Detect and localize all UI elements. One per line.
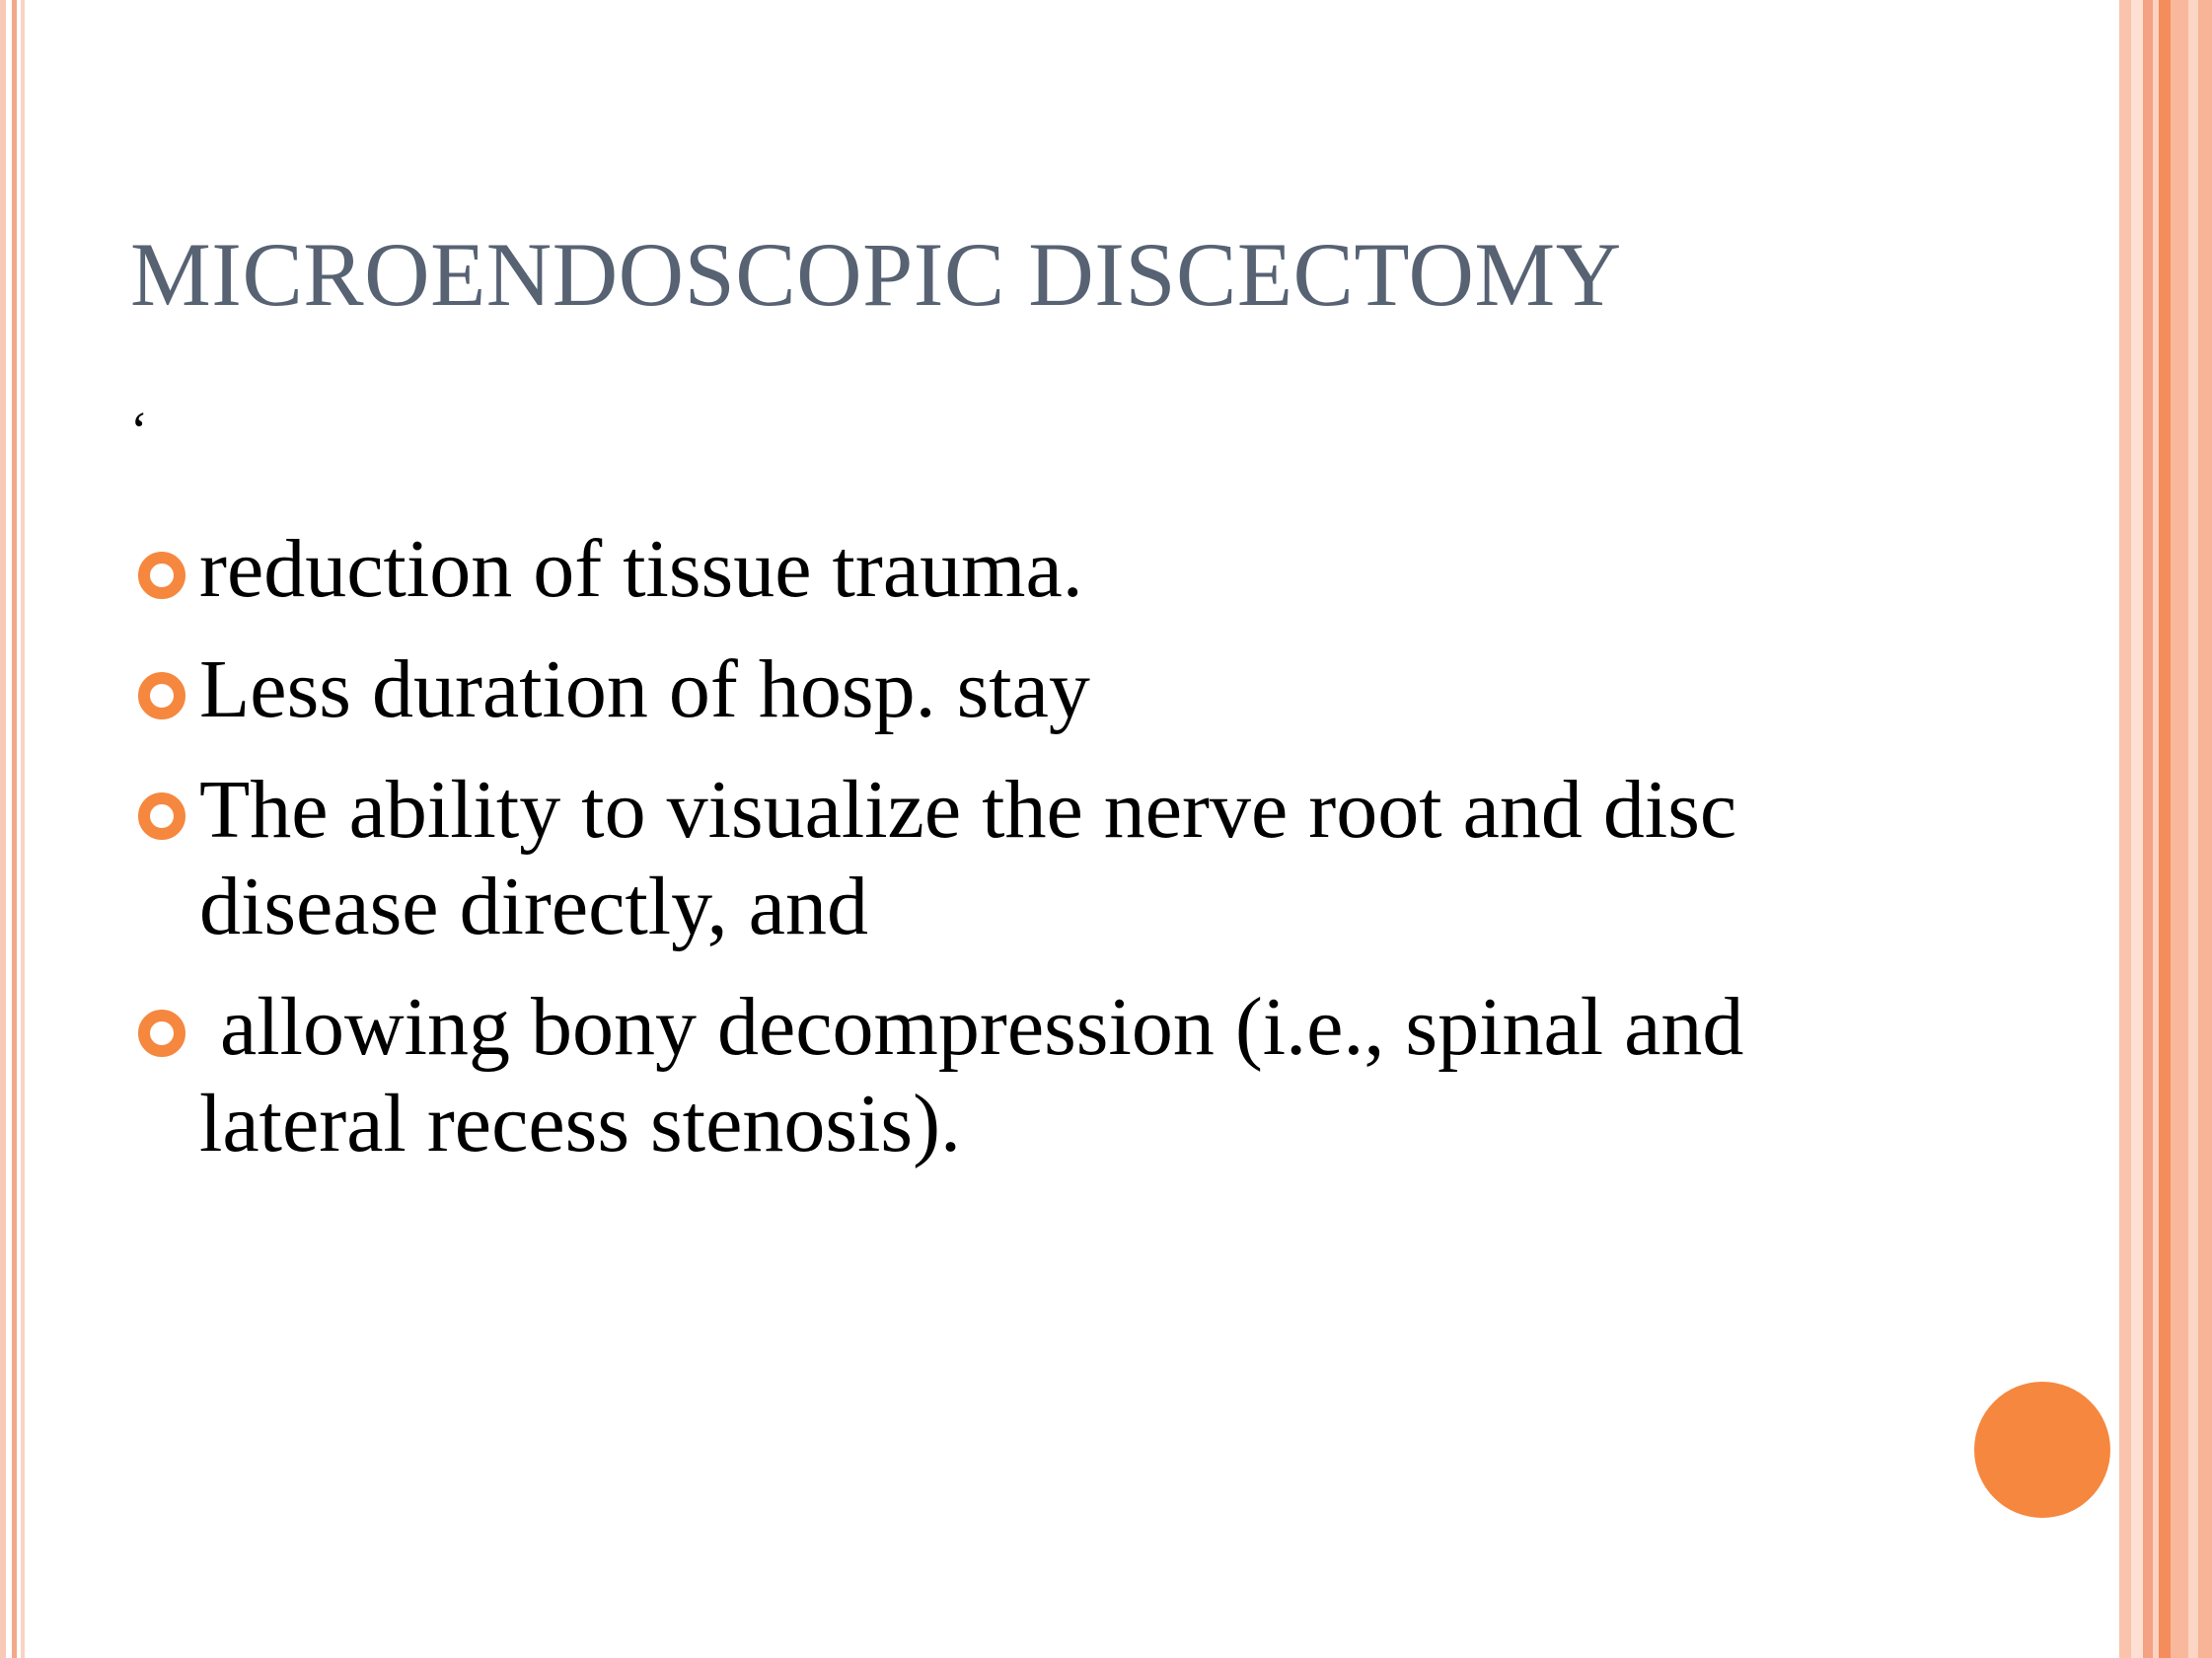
right-border-stripe	[2188, 0, 2198, 1658]
bullet-text: allowing bony decompression (i.e., spinal and lateral recess stenosis).	[199, 981, 1765, 1169]
right-border-stripe	[2171, 0, 2188, 1658]
ring-bullet-icon	[138, 672, 185, 719]
ring-bullet-icon	[138, 1010, 185, 1057]
left-border-stripe	[12, 0, 17, 1658]
stray-quote-mark: ‘	[130, 401, 148, 460]
right-border-stripe	[2143, 0, 2153, 1658]
bullet-text: Less duration of hosp. stay	[199, 643, 1090, 735]
bullet-text: reduction of tissue trauma.	[199, 523, 1083, 615]
orange-circle-decoration	[1974, 1382, 2110, 1518]
bullet-item	[138, 979, 1914, 1172]
right-border-stripe	[2131, 0, 2143, 1658]
left-border-stripe	[0, 0, 6, 1658]
ring-bullet-icon	[138, 552, 185, 599]
left-border-stripe	[21, 0, 25, 1658]
bullet-text: The ability to visualize the nerve root and disc disease directly, and	[199, 764, 1737, 952]
slide-title: MICROENDOSCOPIC DISCECTOMY	[130, 224, 1622, 325]
ring-bullet-icon	[138, 792, 185, 840]
right-border-stripe	[2198, 0, 2212, 1658]
right-border-stripe	[2119, 0, 2131, 1658]
bullet-item	[138, 641, 1914, 738]
bullet-list	[138, 521, 1914, 1196]
bullet-item	[138, 521, 1914, 618]
bullet-item	[138, 762, 1914, 955]
right-border-stripe	[2159, 0, 2171, 1658]
